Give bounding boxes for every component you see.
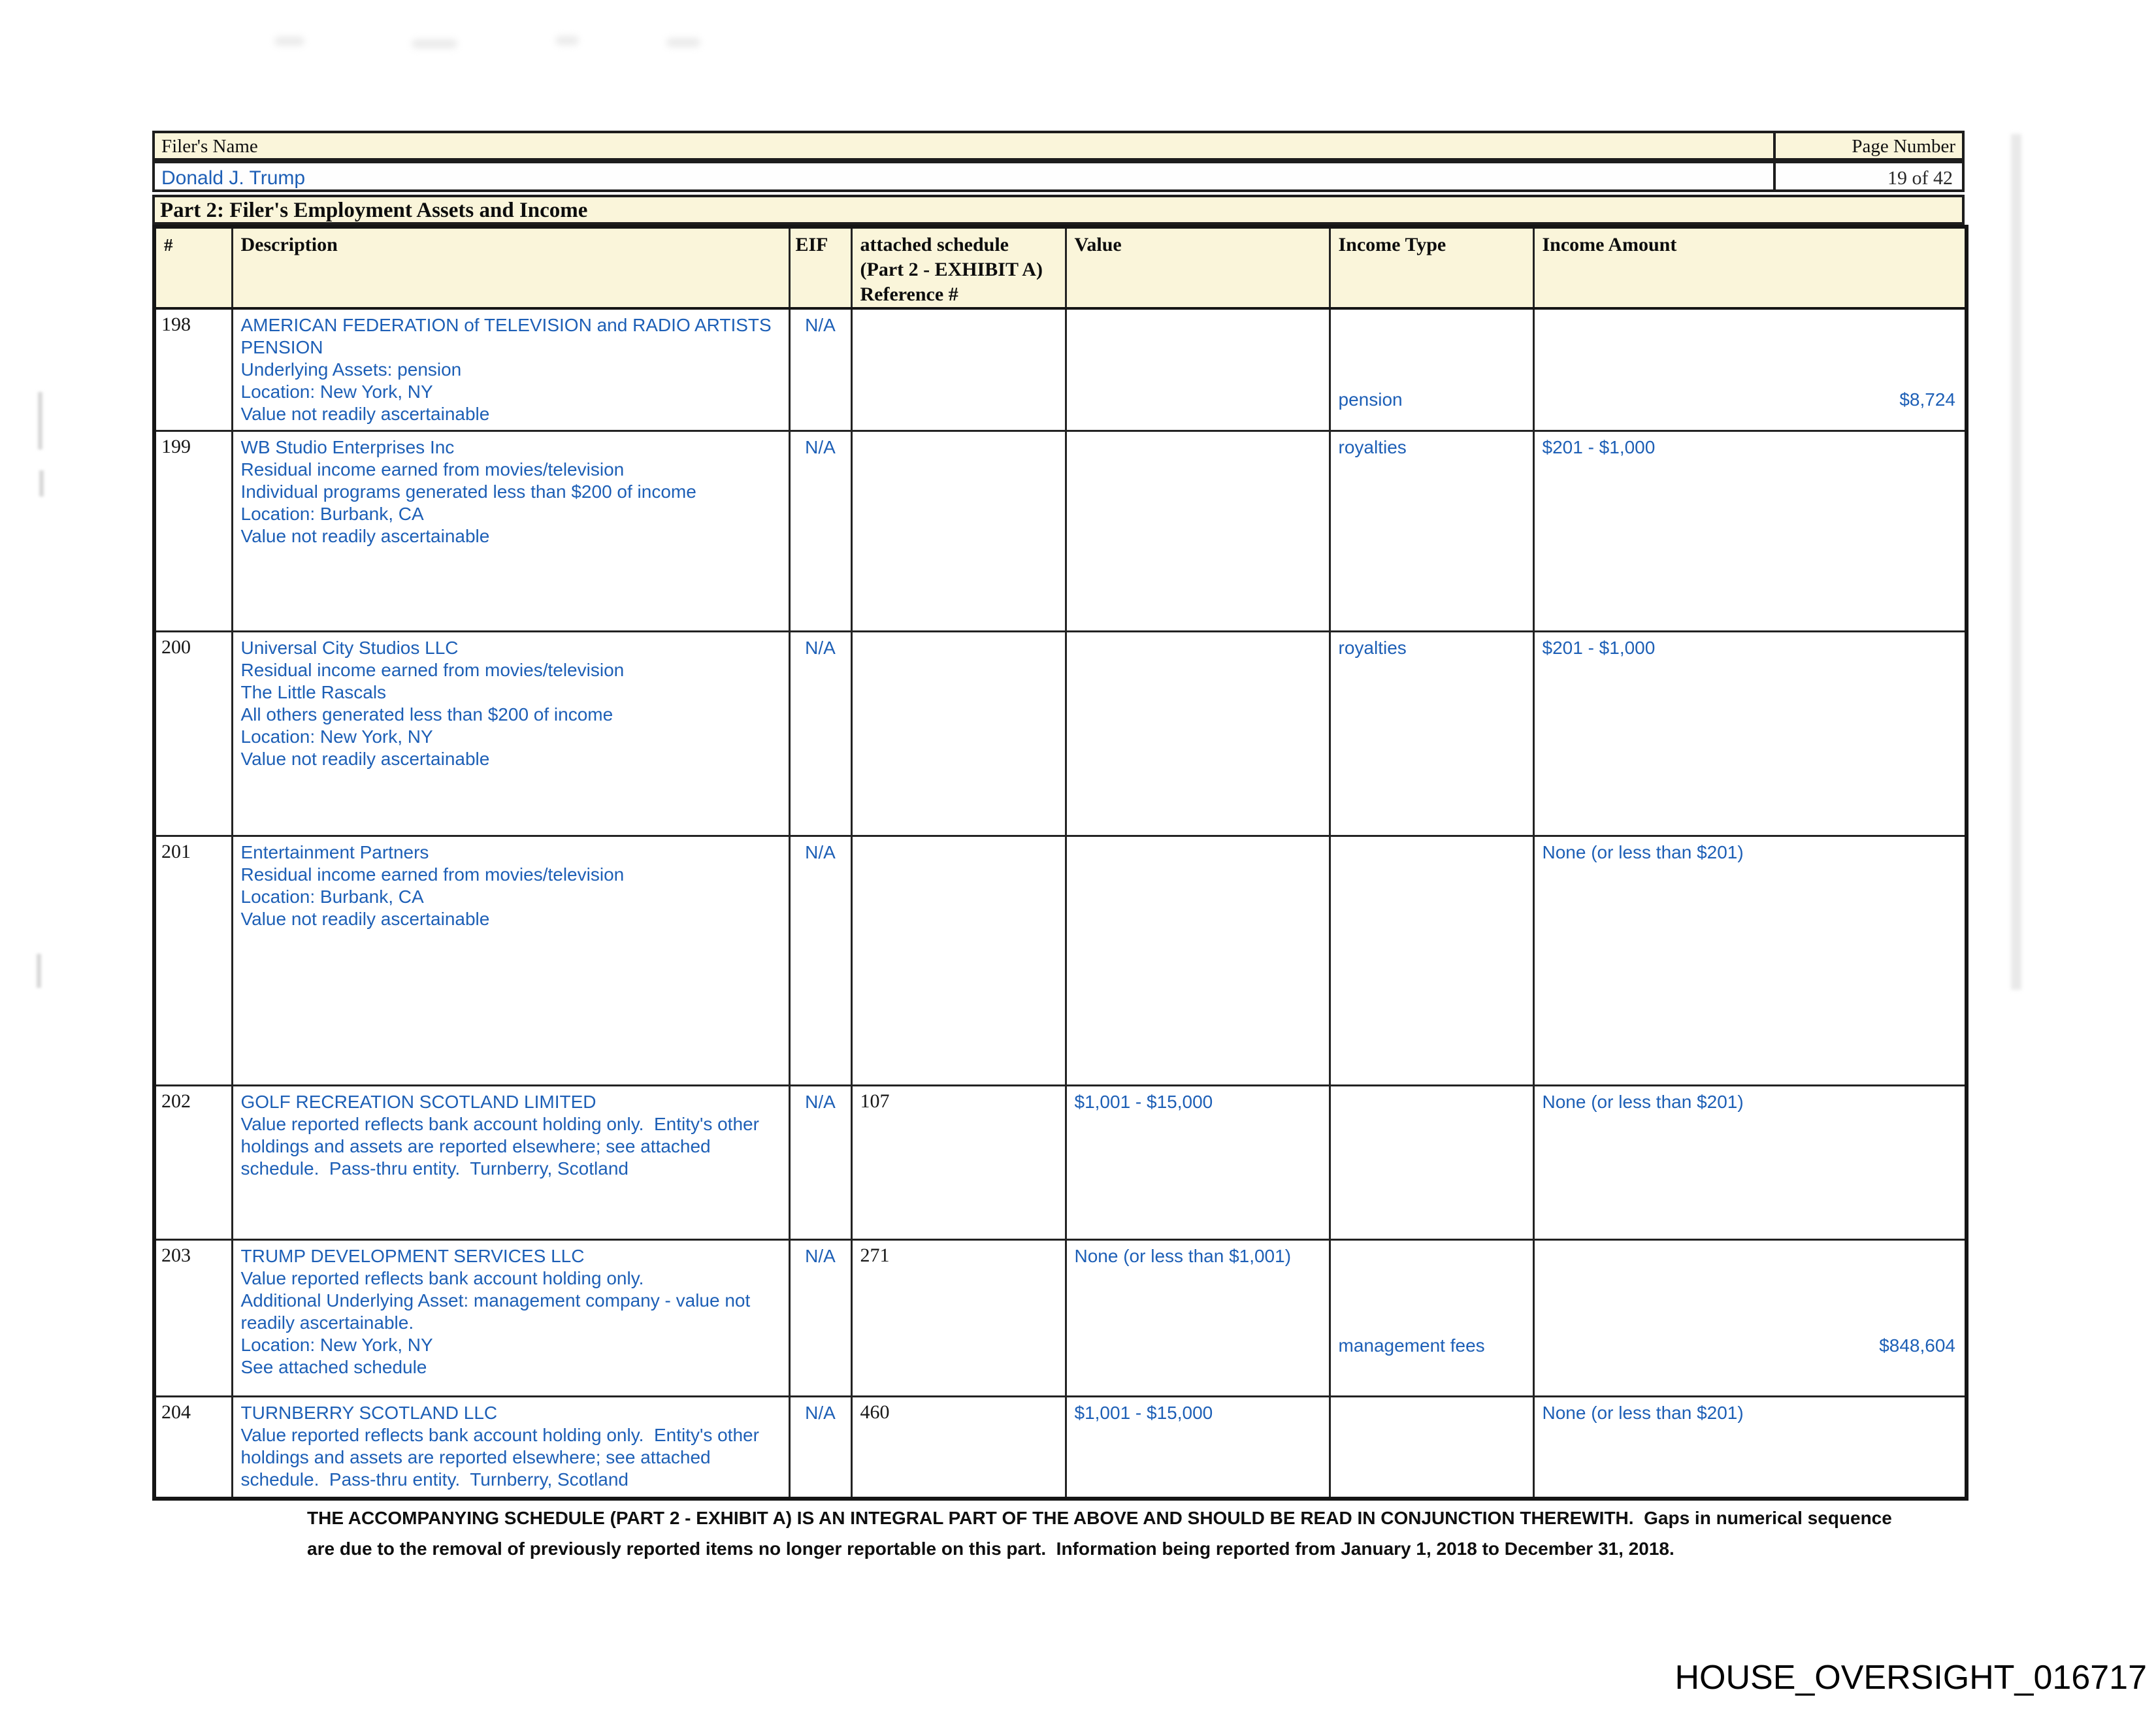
schedule-reference [851,632,1066,836]
text-line: TURNBERRY SCOTLAND LLC [240,1403,498,1423]
page-number-value: 19 of 42 [1773,161,1965,192]
filers-name-label: Filer's Name [152,131,1776,161]
income-amount: None (or less than $201) [1533,1397,1967,1499]
scan-artifact-mark [39,470,44,497]
text-line: GOLF RECREATION SCOTLAND LIMITED [240,1092,596,1112]
text-line: Value reported reflects bank account holding only. Entity's other [240,1425,759,1445]
schedule-reference [851,431,1066,632]
eif-value: N/A [789,431,851,632]
schedule-reference: 460 [851,1397,1066,1499]
value-range [1066,632,1330,836]
schedule-reference: 271 [851,1240,1066,1397]
income-type [1330,1086,1533,1240]
text-line: readily ascertainable. [240,1312,414,1333]
income-type: management fees [1330,1240,1533,1397]
text-line: Residual income earned from movies/television [240,660,625,680]
asset-description [232,431,789,632]
schedule-reference: 107 [851,1086,1066,1240]
asset-description [232,632,789,836]
row-number: 198 [154,308,232,431]
part-title: Part 2: Filer's Employment Assets and Income [152,195,1965,225]
header-num: # [154,227,232,308]
income-amount: None (or less than $201) [1533,836,1967,1086]
asset-row-202 [154,1086,1967,1240]
row-number: 199 [154,431,232,632]
assets-income-table [152,225,1968,1501]
scan-artifact-smudge [274,37,304,46]
filers-name-value: Donald J. Trump [152,161,1776,192]
value-range [1066,308,1330,431]
value-range [1066,836,1330,1086]
text-line: Individual programs generated less than $200 of income [240,481,696,502]
header-value: Value [1066,227,1330,308]
text-line: Location: Burbank, CA [240,887,424,907]
text-line: The Little Rascals [240,682,387,702]
header-description: Description [232,227,789,308]
text-line: TRUMP DEVELOPMENT SERVICES LLC [240,1246,585,1266]
text-line: Location: Burbank, CA [240,504,424,524]
text-line: PENSION [240,337,323,357]
row-number: 204 [154,1397,232,1499]
row-number: 202 [154,1086,232,1240]
text-line: Residual income earned from movies/television [240,864,625,885]
text-line: schedule. Pass-thru entity. Turnberry, Scotland [240,1158,629,1179]
eif-value: N/A [789,1086,851,1240]
asset-description [232,1240,789,1397]
text-line: Entertainment Partners [240,842,429,862]
income-amount: $8,724 [1533,308,1967,431]
header-attached-schedule [851,227,1066,308]
text-line: attached schedule [860,234,1009,255]
text-line: (Part 2 - EXHIBIT A) [860,259,1043,280]
value-range: $1,001 - $15,000 [1066,1086,1330,1240]
asset-row-204 [154,1397,1967,1499]
income-type: royalties [1330,431,1533,632]
text-line: Value not readily ascertainable [240,404,490,424]
income-type: royalties [1330,632,1533,836]
income-type: pension [1330,308,1533,431]
income-amount: $201 - $1,000 [1533,632,1967,836]
header-income-amount: Income Amount [1533,227,1967,308]
asset-row-201 [154,836,1967,1086]
text-line: Location: New York, NY [240,382,433,402]
header-eif: EIF [789,227,851,308]
text-line: Additional Underlying Asset: management company - value not [240,1290,751,1311]
asset-row-199 [154,431,1967,632]
page-number-label: Page Number [1773,131,1965,161]
row-number: 200 [154,632,232,836]
text-line: Value not readily ascertainable [240,526,490,546]
text-line: All others generated less than $200 of income [240,704,613,725]
text-line: Value not readily ascertainable [240,909,490,929]
text-line: schedule. Pass-thru entity. Turnberry, Scotland [240,1469,629,1490]
income-type [1330,1397,1533,1499]
schedule-reference [851,308,1066,431]
text-line: holdings and assets are reported elsewhere; see attached [240,1136,711,1156]
value-range: None (or less than $1,001) [1066,1240,1330,1397]
text-line: Reference # [860,284,958,305]
scan-artifact-mark [38,392,42,449]
text-line: Value reported reflects bank account holding only. [240,1268,644,1288]
text-line: See attached schedule [240,1357,427,1377]
text-line: Location: New York, NY [240,1335,433,1355]
text-line: Universal City Studios LLC [240,638,459,658]
scan-artifact-mark [37,954,41,988]
asset-description [232,308,789,431]
header-income-type: Income Type [1330,227,1533,308]
text-line: AMERICAN FEDERATION of TELEVISION and RADIO ARTISTS [240,315,772,335]
income-amount: $201 - $1,000 [1533,431,1967,632]
eif-value: N/A [789,632,851,836]
schedule-reference [851,836,1066,1086]
asset-row-200 [154,632,1967,836]
eif-value: N/A [789,308,851,431]
scan-artifact-smudge [666,38,700,47]
eif-value: N/A [789,1397,851,1499]
income-type [1330,836,1533,1086]
text-line: WB Studio Enterprises Inc [240,437,455,457]
income-amount: $848,604 [1533,1240,1967,1397]
eif-value: N/A [789,836,851,1086]
asset-description [232,836,789,1086]
row-number: 203 [154,1240,232,1397]
text-line: Location: New York, NY [240,726,433,747]
footnote: THE ACCOMPANYING SCHEDULE (PART 2 - EXHIBIT A) IS AN INTEGRAL PART OF THE ABOVE AND SHOULD BE READ IN CONJUNCTION THEREWITH. Gaps in numerical sequence are due to the removal of previously reported items no longer reportable on this part. Information being reported from January 1, 2018 to December 31, 2018. [307,1508,1897,1559]
text-line: Residual income earned from movies/television [240,459,625,480]
asset-description [232,1397,789,1499]
eif-value: N/A [789,1240,851,1397]
text-line: Value reported reflects bank account holding only. Entity's other [240,1114,759,1134]
table-header-row [154,227,1967,308]
scan-artifact-right-strip [2011,134,2021,990]
scan-artifact-smudge [412,39,457,48]
asset-row-198 [154,308,1967,431]
text-line: holdings and assets are reported elsewhere; see attached [240,1447,711,1467]
value-range [1066,431,1330,632]
scan-artifact-smudge [555,36,579,45]
text-line: Value not readily ascertainable [240,749,490,769]
asset-description [232,1086,789,1240]
income-amount: None (or less than $201) [1533,1086,1967,1240]
bates-number: HOUSE_OVERSIGHT_016717 [1674,1659,2147,1697]
row-number: 201 [154,836,232,1086]
value-range: $1,001 - $15,000 [1066,1397,1330,1499]
asset-row-203 [154,1240,1967,1397]
text-line: Underlying Assets: pension [240,359,462,380]
